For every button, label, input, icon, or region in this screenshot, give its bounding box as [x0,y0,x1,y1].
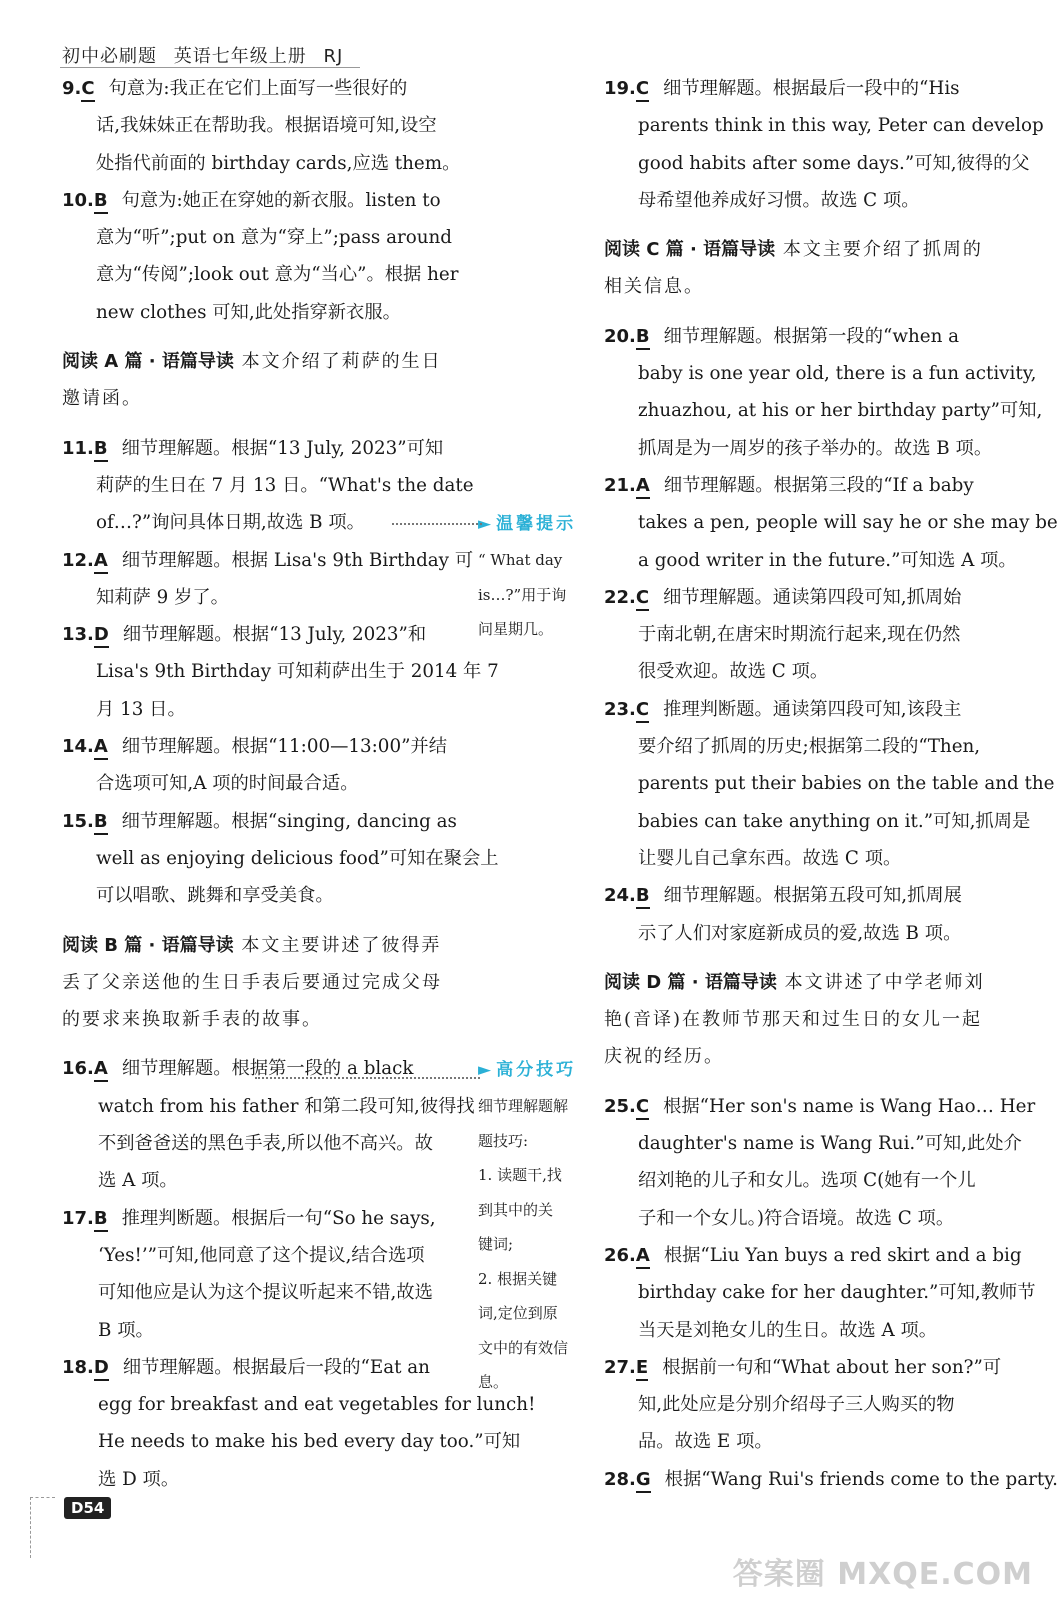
question-number [604,318,650,355]
line-text: 细节理解题。根据 Lisa's 9th Birthday 可 [121,549,474,571]
answer-item [604,691,1018,728]
text-line [604,653,1018,690]
line-text: watch from his father 和第二段可知,彼得找 [98,1095,475,1117]
page-number: D54 [64,1497,111,1519]
line-text: takes a pen, people will say he or she may be [638,512,1058,534]
spacer [62,331,482,343]
line-text: 细节理解题。根据“11:00—13:00”并结 [121,736,447,758]
answer-letter: E [636,1357,648,1381]
answer-item [62,728,482,765]
line-text: 子和一个女儿。)符合语境。故选 C 项。 [638,1207,955,1229]
question-index: 25. [604,1095,636,1117]
line-text: 句意为:她正在穿她的新衣服。listen to [121,189,441,211]
text-line [62,1461,482,1498]
spacer [604,219,1018,231]
header-series: 初中必刷题 [62,46,157,67]
line-text: 细节理解题。根据最后一段的“Eat an [122,1356,430,1378]
answer-letter: C [636,699,649,723]
tip-leader-line [255,1077,480,1079]
text-line [604,1386,1018,1423]
tip-line: 文中的有效信 [478,1338,569,1357]
tip-line: 题技巧: [478,1131,529,1150]
question-number [62,70,95,107]
text-line [62,1237,482,1274]
spacer [62,1038,482,1050]
line-text: 句意为:我正在它们上面写一些很好的 [108,78,408,99]
line-text: 本文主要讲述了彼得弄 [241,934,442,956]
answer-item [604,318,1018,355]
guide-label: 阅读 D 篇 · 语篇导读 [604,971,777,993]
line-text: 邀请函。 [62,388,142,410]
text-line [62,467,482,504]
line-text: 推理判断题。通读第四段可知,该段主 [663,698,962,720]
line-text: 选 A 项。 [98,1170,178,1192]
line-text: 根据“Wang Rui's friends come to the party. [664,1468,1058,1490]
question-index: 19. [604,78,636,99]
question-number [604,70,649,107]
question-index: 18. [62,1356,94,1378]
answer-letter: C [636,1096,649,1120]
line-text: 品。故选 E 项。 [638,1431,773,1453]
text-line [62,691,482,728]
answer-item [62,542,482,579]
line-text: parents put their babies on the table and the [638,773,1055,795]
line-text: 细节理解题。根据“13 July, 2023”和 [122,624,427,646]
question-index: 23. [604,698,636,720]
answer-letter: B [94,1208,108,1232]
tip-line: “ What day [478,551,563,570]
text-line [62,964,482,1001]
tip-line: 息。 [478,1373,509,1392]
line-text: parents think in this way, Peter can develop [638,115,1044,137]
line-text: 母希望他养成好习惯。故选 C 项。 [638,189,920,211]
text-line [604,1312,1018,1349]
line-text: 绍刘艳的儿子和女儿。选项 C(她有一个儿 [638,1170,976,1192]
question-number [62,430,108,467]
question-number [62,1050,108,1087]
question-index: 17. [62,1207,94,1229]
line-text: 很受欢迎。故选 C 项。 [638,661,829,683]
text-line [62,145,482,182]
line-text: 意为“传阅”;look out 意为“当心”。根据 her [96,264,459,286]
text-line [604,1125,1022,1162]
answer-item [604,1349,1018,1386]
line-text: daughter's name is Wang Rui.”可知,此处介 [638,1133,1022,1155]
line-text: 莉萨的生日在 7 月 13 日。“What's the date [96,474,474,496]
page-header [62,42,353,68]
line-text: 示了人们对家庭新成员的爱,故选 B 项。 [638,922,962,944]
line-text: new clothes 可知,此处指穿新衣服。 [96,301,401,323]
question-index: 24. [604,885,636,907]
answer-letter: B [94,190,108,214]
text-line [604,1200,1018,1237]
line-text: egg for breakfast and eat vegetables for lunch! [98,1394,536,1416]
line-text: well as enjoying delicious food”可知在聚会上 [96,847,499,869]
text-line [62,107,482,144]
answer-letter: A [94,736,108,760]
line-text: 处指代前面的 birthday cards,应选 them。 [96,152,461,174]
reading-guide [604,231,1018,268]
text-line [62,380,482,417]
text-line [604,1162,1018,1199]
answer-letter: A [636,475,650,499]
question-index: 14. [62,736,94,758]
question-number [604,579,649,616]
text-line [604,1038,1018,1075]
line-text: 艳(音译)在教师节那天和过生日的女儿一起 [604,1009,983,1031]
line-text: B 项。 [98,1319,154,1341]
question-number [604,1088,649,1125]
tip-skill [478,1052,598,1400]
line-text: 细节理解题。根据第一段的“when a [663,325,960,347]
line-text: 丢了父亲送他的生日手表后要通过完成父母 [62,971,442,993]
tip-line: is…?”用于询 [478,585,567,604]
text-line [604,1274,1036,1311]
answer-item [604,1088,1036,1125]
line-text: zhuazhou, at his or her birthday party”可知, [638,400,1043,422]
answer-letter: A [94,550,108,574]
text-line [62,1312,482,1349]
line-text: 细节理解题。根据第三段的“If a baby [663,474,974,496]
question-number [62,1349,109,1386]
answer-item [604,877,1018,914]
header-book: 英语七年级上册 [173,46,307,67]
reading-guide [62,343,482,380]
text-line [62,765,482,802]
line-text: babies can take anything on it.”可知,抓周是 [638,810,1031,832]
line-text: 本文主要介绍了抓周的 [782,239,983,261]
spacer [604,306,1018,318]
corner-crop-mark [30,1497,55,1558]
text-line [604,803,1031,840]
text-line [604,145,1030,182]
line-text: 可知他应是认为这个提议听起来不错,故选 [98,1282,433,1304]
line-text: 于南北朝,在唐宋时期流行起来,现在仍然 [638,624,961,646]
question-index: 27. [604,1356,636,1378]
question-index: 15. [62,810,94,832]
line-text: 推理判断题。根据后一句“So he says, [121,1207,436,1229]
text-line [604,616,1018,653]
text-line [62,1274,482,1311]
spacer [62,915,482,927]
guide-label: 阅读 A 篇 · 语篇导读 [62,351,234,373]
text-line [604,107,1044,144]
line-text: 话,我妹妹正在帮助我。根据语境可知,设空 [96,115,437,137]
line-text: 细节理解题。根据最后一段中的“His [663,78,960,99]
text-line [62,256,482,293]
answer-item [604,1237,1022,1274]
watermark-logo: 答案圈 MXQE.COM [732,1557,1033,1592]
text-line [62,653,499,690]
question-index: 12. [62,549,94,571]
spacer [604,952,1018,964]
question-index: 26. [604,1244,636,1266]
spacer [604,1076,1018,1088]
question-number [62,1200,108,1237]
question-number [62,616,109,653]
answer-item [62,70,482,107]
answer-item [62,1050,482,1087]
question-index: 16. [62,1058,94,1080]
question-index: 9. [62,78,82,99]
text-line [604,355,1037,392]
answer-letter: G [636,1469,651,1493]
tip-line: 问星期几。 [478,620,554,639]
reading-guide [604,964,1018,1001]
answer-item [62,182,482,219]
line-text: 知莉萨 9 岁了。 [96,586,229,608]
question-index: 28. [604,1468,636,1490]
line-text: 合选项可知,A 项的时间最合适。 [96,773,359,795]
tip-warm [478,506,598,647]
question-index: 10. [62,189,94,211]
answer-item [604,70,1018,107]
line-text: 庆祝的经历。 [604,1046,724,1068]
line-text: 本文讲述了中学老师刘 [784,971,985,993]
line-text: good habits after some days.”可知,彼得的父 [638,152,1030,174]
answer-letter: C [81,78,94,102]
line-text: 相关信息。 [604,276,704,298]
answer-letter: B [94,811,108,835]
line-text: Lisa's 9th Birthday 可知莉萨出生于 2014 年 7 [96,661,499,683]
answer-item [62,1200,482,1237]
text-line [62,1088,482,1125]
tip-warm-title: 温馨提示 [496,514,577,534]
tip-line: 词,定位到原 [478,1304,558,1323]
line-text: 根据“Liu Yan buys a red skirt and a big [663,1244,1022,1266]
line-text: 根据“Her son's name is Wang Hao… Her [663,1095,1036,1117]
question-index: 22. [604,586,636,608]
text-line [62,579,482,616]
line-text: 细节理解题。根据第一段的 a black [121,1058,414,1080]
tip-line: 2. 根据关键 [478,1269,558,1288]
answer-letter: B [636,326,650,350]
header-rule [60,67,360,68]
line-text: a good writer in the future.”可知选 A 项。 [638,549,1017,571]
answer-item [604,579,1018,616]
line-text: ‘Yes!’”可知,他同意了这个提议,结合选项 [98,1244,425,1266]
question-number [62,542,108,579]
answer-letter: D [94,1357,109,1381]
question-number [62,182,108,219]
line-text: 抓周是为一周岁的孩子举办的。故选 B 项。 [638,437,993,459]
line-text: 细节理解题。根据第五段可知,抓周展 [663,885,962,907]
line-text: 要介绍了抓周的历史;根据第二段的“Then, [638,736,981,758]
text-line [604,1423,1018,1460]
line-text: 细节理解题。根据“singing, dancing as [121,810,457,832]
question-index: 13. [62,624,94,646]
answer-letter: B [636,885,650,909]
text-line [62,1125,482,1162]
answer-item [604,1461,1058,1498]
text-line [604,915,1018,952]
line-text: 让婴儿自己拿东西。故选 C 项。 [638,847,902,869]
question-number [62,728,108,765]
line-text: 不到爸爸送的黑色手表,所以他不高兴。故 [98,1133,433,1155]
line-text: birthday cake for her daughter.”可知,教师节 [638,1282,1036,1304]
line-text: 意为“听”;put on 意为“穿上”;pass around [96,227,452,249]
line-text: 细节理解题。通读第四段可知,抓周始 [663,586,962,608]
text-line [604,182,1018,219]
tip-line: 到其中的关 [478,1200,554,1219]
answer-letter: D [94,624,109,648]
question-number [604,691,649,728]
text-line [604,542,1018,579]
tip-leader-line [392,523,482,525]
arrow-right-icon: ► [478,1060,495,1080]
line-text: 的要求来换取新手表的故事。 [62,1009,322,1031]
line-text: 月 13 日。 [96,698,186,720]
answer-item [62,616,482,653]
line-text: 选 D 项。 [98,1468,180,1490]
question-number [604,467,650,504]
guide-label: 阅读 C 篇 · 语篇导读 [604,239,776,261]
line-text: 细节理解题。根据“13 July, 2023”可知 [121,437,444,459]
question-index: 20. [604,325,636,347]
question-number [62,803,108,840]
text-line [62,1423,521,1460]
question-index: 11. [62,437,94,459]
answer-letter: A [636,1245,650,1269]
answer-item [62,1349,482,1386]
answer-item [62,430,482,467]
answer-item [604,467,1018,504]
tip-line: 键词; [478,1235,514,1254]
tip-skill-title: 高分技巧 [496,1060,577,1080]
question-number [604,1237,650,1274]
tip-line: 1. 读题干,找 [478,1166,562,1185]
tip-skill-body [478,1089,598,1400]
tip-warm-body [478,543,598,647]
text-line [604,430,1018,467]
answer-letter: C [636,587,649,611]
text-line [62,1001,482,1038]
text-line [604,392,1043,429]
line-text: 本文介绍了莉萨的生日 [241,351,442,373]
question-number [604,877,650,914]
question-number [604,1461,651,1498]
answer-item [62,803,482,840]
reading-guide [62,927,482,964]
arrow-right-icon: ► [478,514,495,534]
text-line [62,294,482,331]
question-index: 21. [604,474,636,496]
tip-line: 细节理解题解 [478,1097,569,1116]
line-text: 可以唱歌、跳舞和享受美食。 [96,885,334,907]
line-text: baby is one year old, there is a fun activity, [638,363,1037,385]
text-line [62,1386,536,1423]
right-column [604,70,1058,1498]
question-number [604,1349,648,1386]
header-edition: RJ [323,46,344,67]
text-line [604,504,1058,541]
guide-label: 阅读 B 篇 · 语篇导读 [62,934,234,956]
line-text: 知,此处应是分别介绍母子三人购买的物 [638,1394,955,1416]
text-line [62,1162,482,1199]
text-line [604,840,1018,877]
answer-letter: A [94,1058,108,1082]
text-line [604,765,1055,802]
text-line [62,840,499,877]
text-line [604,728,1018,765]
answer-letter: B [94,438,108,462]
line-text: 根据前一句和“What about her son?”可 [662,1356,1002,1378]
text-line [604,268,1018,305]
spacer [62,418,482,430]
text-line [62,219,482,256]
line-text: He needs to make his bed every day too.”可知 [98,1431,521,1453]
line-text: of…?”询问具体日期,故选 B 项。 [96,512,365,534]
line-text: 当天是刘艳女儿的生日。故选 A 项。 [638,1319,938,1341]
text-line [62,877,482,914]
answer-letter: C [636,78,649,102]
text-line [604,1001,1018,1038]
